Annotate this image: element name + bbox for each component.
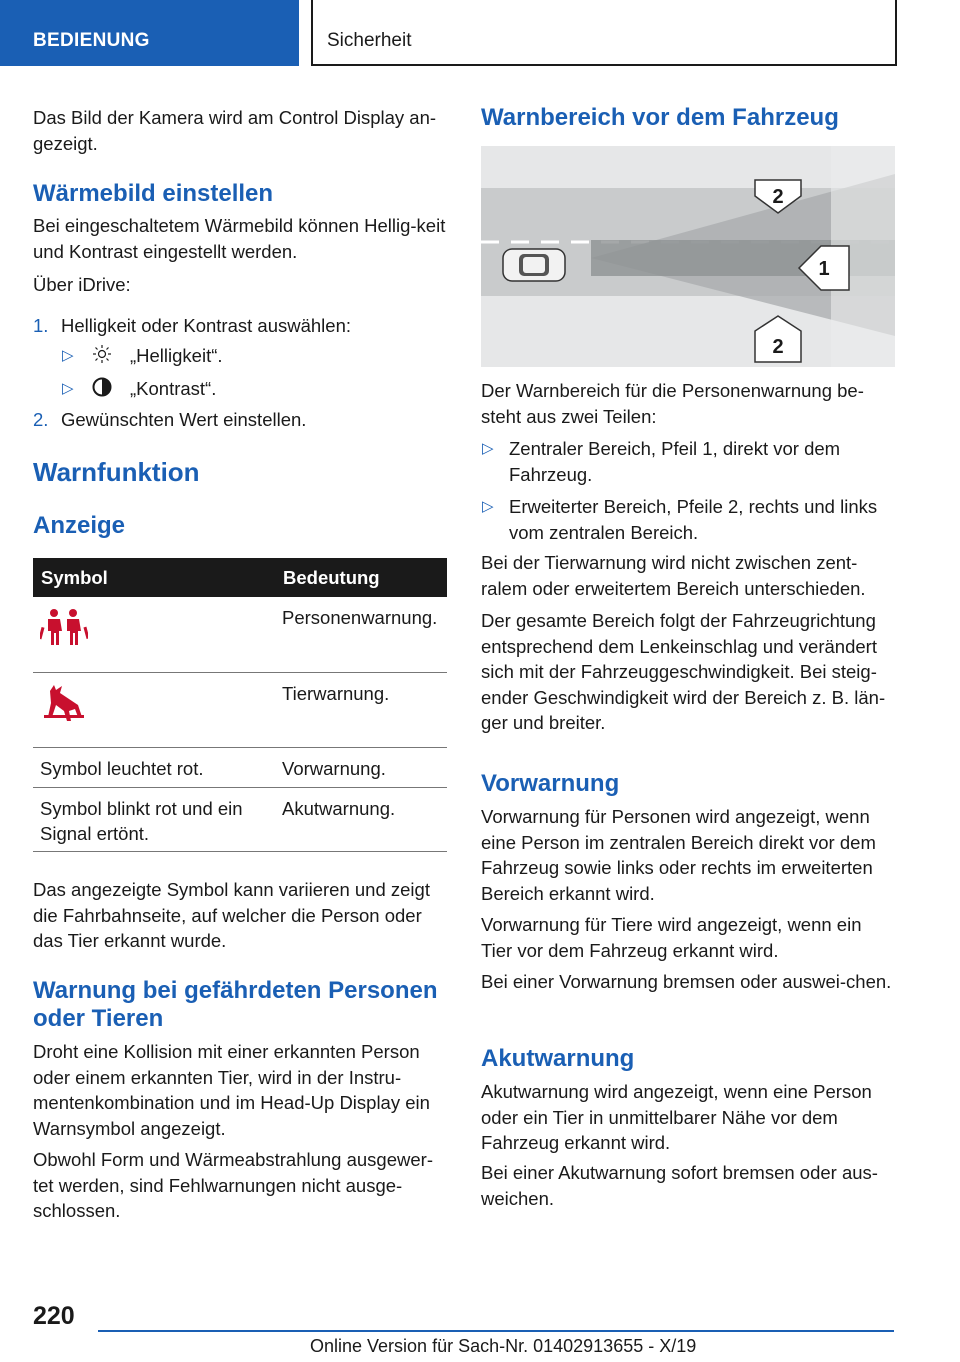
tier-text: Bei der Tierwarnung wird nicht zwischen zent-ralem oder erweitertem Bereich unterschieden. <box>481 552 866 599</box>
symbol-text: Das angezeigte Symbol kann variieren und zeigt die Fahrbahnseite, auf welcher die Person oder das Tier erkannt wurde. <box>33 879 430 951</box>
arrow-2-top-label: 2 <box>772 186 784 208</box>
section-label: BEDIENUNG <box>33 30 150 51</box>
table-row <box>33 597 447 672</box>
col-symbol-header: Symbol <box>33 558 275 597</box>
sub-step-brightness: „Helligkeit“. <box>130 345 223 366</box>
row3-symbol: Symbol leuchtet rot. <box>33 747 275 787</box>
table-row <box>33 672 447 747</box>
col-bedeutung-header: Bedeutung <box>275 558 447 597</box>
akutwarnung-text-2: Bei einer Akutwarnung sofort bremsen oder aus-weichen. <box>481 1162 878 1209</box>
akutwarnung-text-1: Akutwarnung wird angezeigt, wenn eine Person oder ein Tier in unmittelbarer Nähe vor dem Fahrzeug erkannt wird. <box>481 1081 872 1153</box>
vorwarnung-text-1: Vorwarnung für Personen wird angezeigt, wenn eine Person im zentralen Bereich direkt vor dem Fahrzeug sowie links oder rechts im erweiterten Bereich erkannt wird. <box>481 806 876 904</box>
contrast-icon <box>92 377 112 397</box>
row2-meaning: Tierwarnung. <box>275 672 447 747</box>
vorwarnung-text-2: Vorwarnung für Tiere wird angezeigt, wenn ein Tier vor dem Fahrzeug erkannt wird. <box>481 914 862 961</box>
row1-meaning: Personenwarnung. <box>275 597 447 672</box>
warnbereich-text: Der Warnbereich für die Personenwarnung be-steht aus zwei Teilen: <box>481 380 864 427</box>
bullet-central-zone: Zentraler Bereich, Pfeil 1, direkt vor dem Fahrzeug. <box>509 438 841 485</box>
sub-step-contrast: „Kontrast“. <box>130 378 217 399</box>
step-number-2: 2. <box>33 409 49 430</box>
table-row <box>33 747 447 787</box>
step-number-1: 1. <box>33 315 49 336</box>
step-2-text: Gewünschten Wert einstellen. <box>61 409 307 430</box>
heading-warnung: Warnung bei gefährdeten Personen oder Tieren <box>33 977 438 1032</box>
arrow-1-label: 1 <box>818 258 830 280</box>
online-version-text: Online Version für Sach-Nr. 01402913655 - X/19 <box>310 1336 697 1356</box>
bullet-triangle-icon: ▷ <box>482 440 494 457</box>
row4-meaning: Akutwarnung. <box>275 787 447 851</box>
heading-anzeige: Anzeige <box>33 512 126 539</box>
heading-warnbereich: Warnbereich vor dem Fahrzeug <box>481 104 839 131</box>
bullet-triangle-icon: ▷ <box>482 498 494 515</box>
bereich-text: Der gesamte Bereich folgt der Fahrzeugrichtung entsprechend dem Lenkeinschlag und verändert sich mit der Fahrzeuggeschwindigkeit. Bei steig-ender Geschwindigkeit wird der Bereich z. B. län-ger und breiter. <box>481 610 886 733</box>
warnung-text-1: Droht eine Kollision mit einer erkannten Person oder einem erkannten Tier, wird in der Instru-mentenkombination und im Head-Up Display ein Warnsymbol angezeigt. <box>33 1041 430 1139</box>
section-tab <box>0 0 299 66</box>
heading-vorwarnung: Vorwarnung <box>481 770 620 797</box>
heading-akutwarnung: Akutwarnung <box>481 1045 635 1072</box>
heading-waermebild: Wärmebild einstellen <box>33 180 274 207</box>
intro-text: Das Bild der Kamera wird am Control Display an-gezeigt. <box>33 107 437 154</box>
chapter-label: Sicherheit <box>327 30 412 51</box>
footer-divider <box>98 1330 894 1332</box>
chapter-tab <box>311 0 897 66</box>
brightness-icon <box>92 344 112 364</box>
bullet-extended-zone: Erweiterter Bereich, Pfeile 2, rechts und links vom zentralen Bereich. <box>509 496 878 543</box>
heading-warnfunktion: Warnfunktion <box>33 457 200 487</box>
warnung-text-2: Obwohl Form und Wärmeabstrahlung ausgewer-tet werden, sind Fehlwarnungen nicht ausge-schlossen. <box>33 1149 433 1221</box>
idrive-text: Über iDrive: <box>33 274 131 295</box>
symbol-table <box>33 558 447 852</box>
bullet-triangle-icon: ▷ <box>62 380 74 397</box>
step-1-text: Helligkeit oder Kontrast auswählen: <box>61 315 351 336</box>
warning-zone-figure <box>481 146 895 367</box>
animal-warning-icon <box>40 683 88 723</box>
page-number: 220 <box>33 1302 75 1330</box>
arrow-2-bottom-label: 2 <box>772 336 784 358</box>
row4-symbol: Symbol blinkt rot und ein Signal ertönt. <box>33 787 275 851</box>
bullet-triangle-icon: ▷ <box>62 347 74 364</box>
row3-meaning: Vorwarnung. <box>275 747 447 787</box>
table-row <box>33 787 447 851</box>
vorwarnung-text-3: Bei einer Vorwarnung bremsen oder auswei-chen. <box>481 971 892 992</box>
car-icon <box>503 249 565 281</box>
person-warning-icon <box>40 607 88 647</box>
waermebild-text: Bei eingeschaltetem Wärmebild können Hellig-keit und Kontrast eingestellt werden. <box>33 215 446 262</box>
